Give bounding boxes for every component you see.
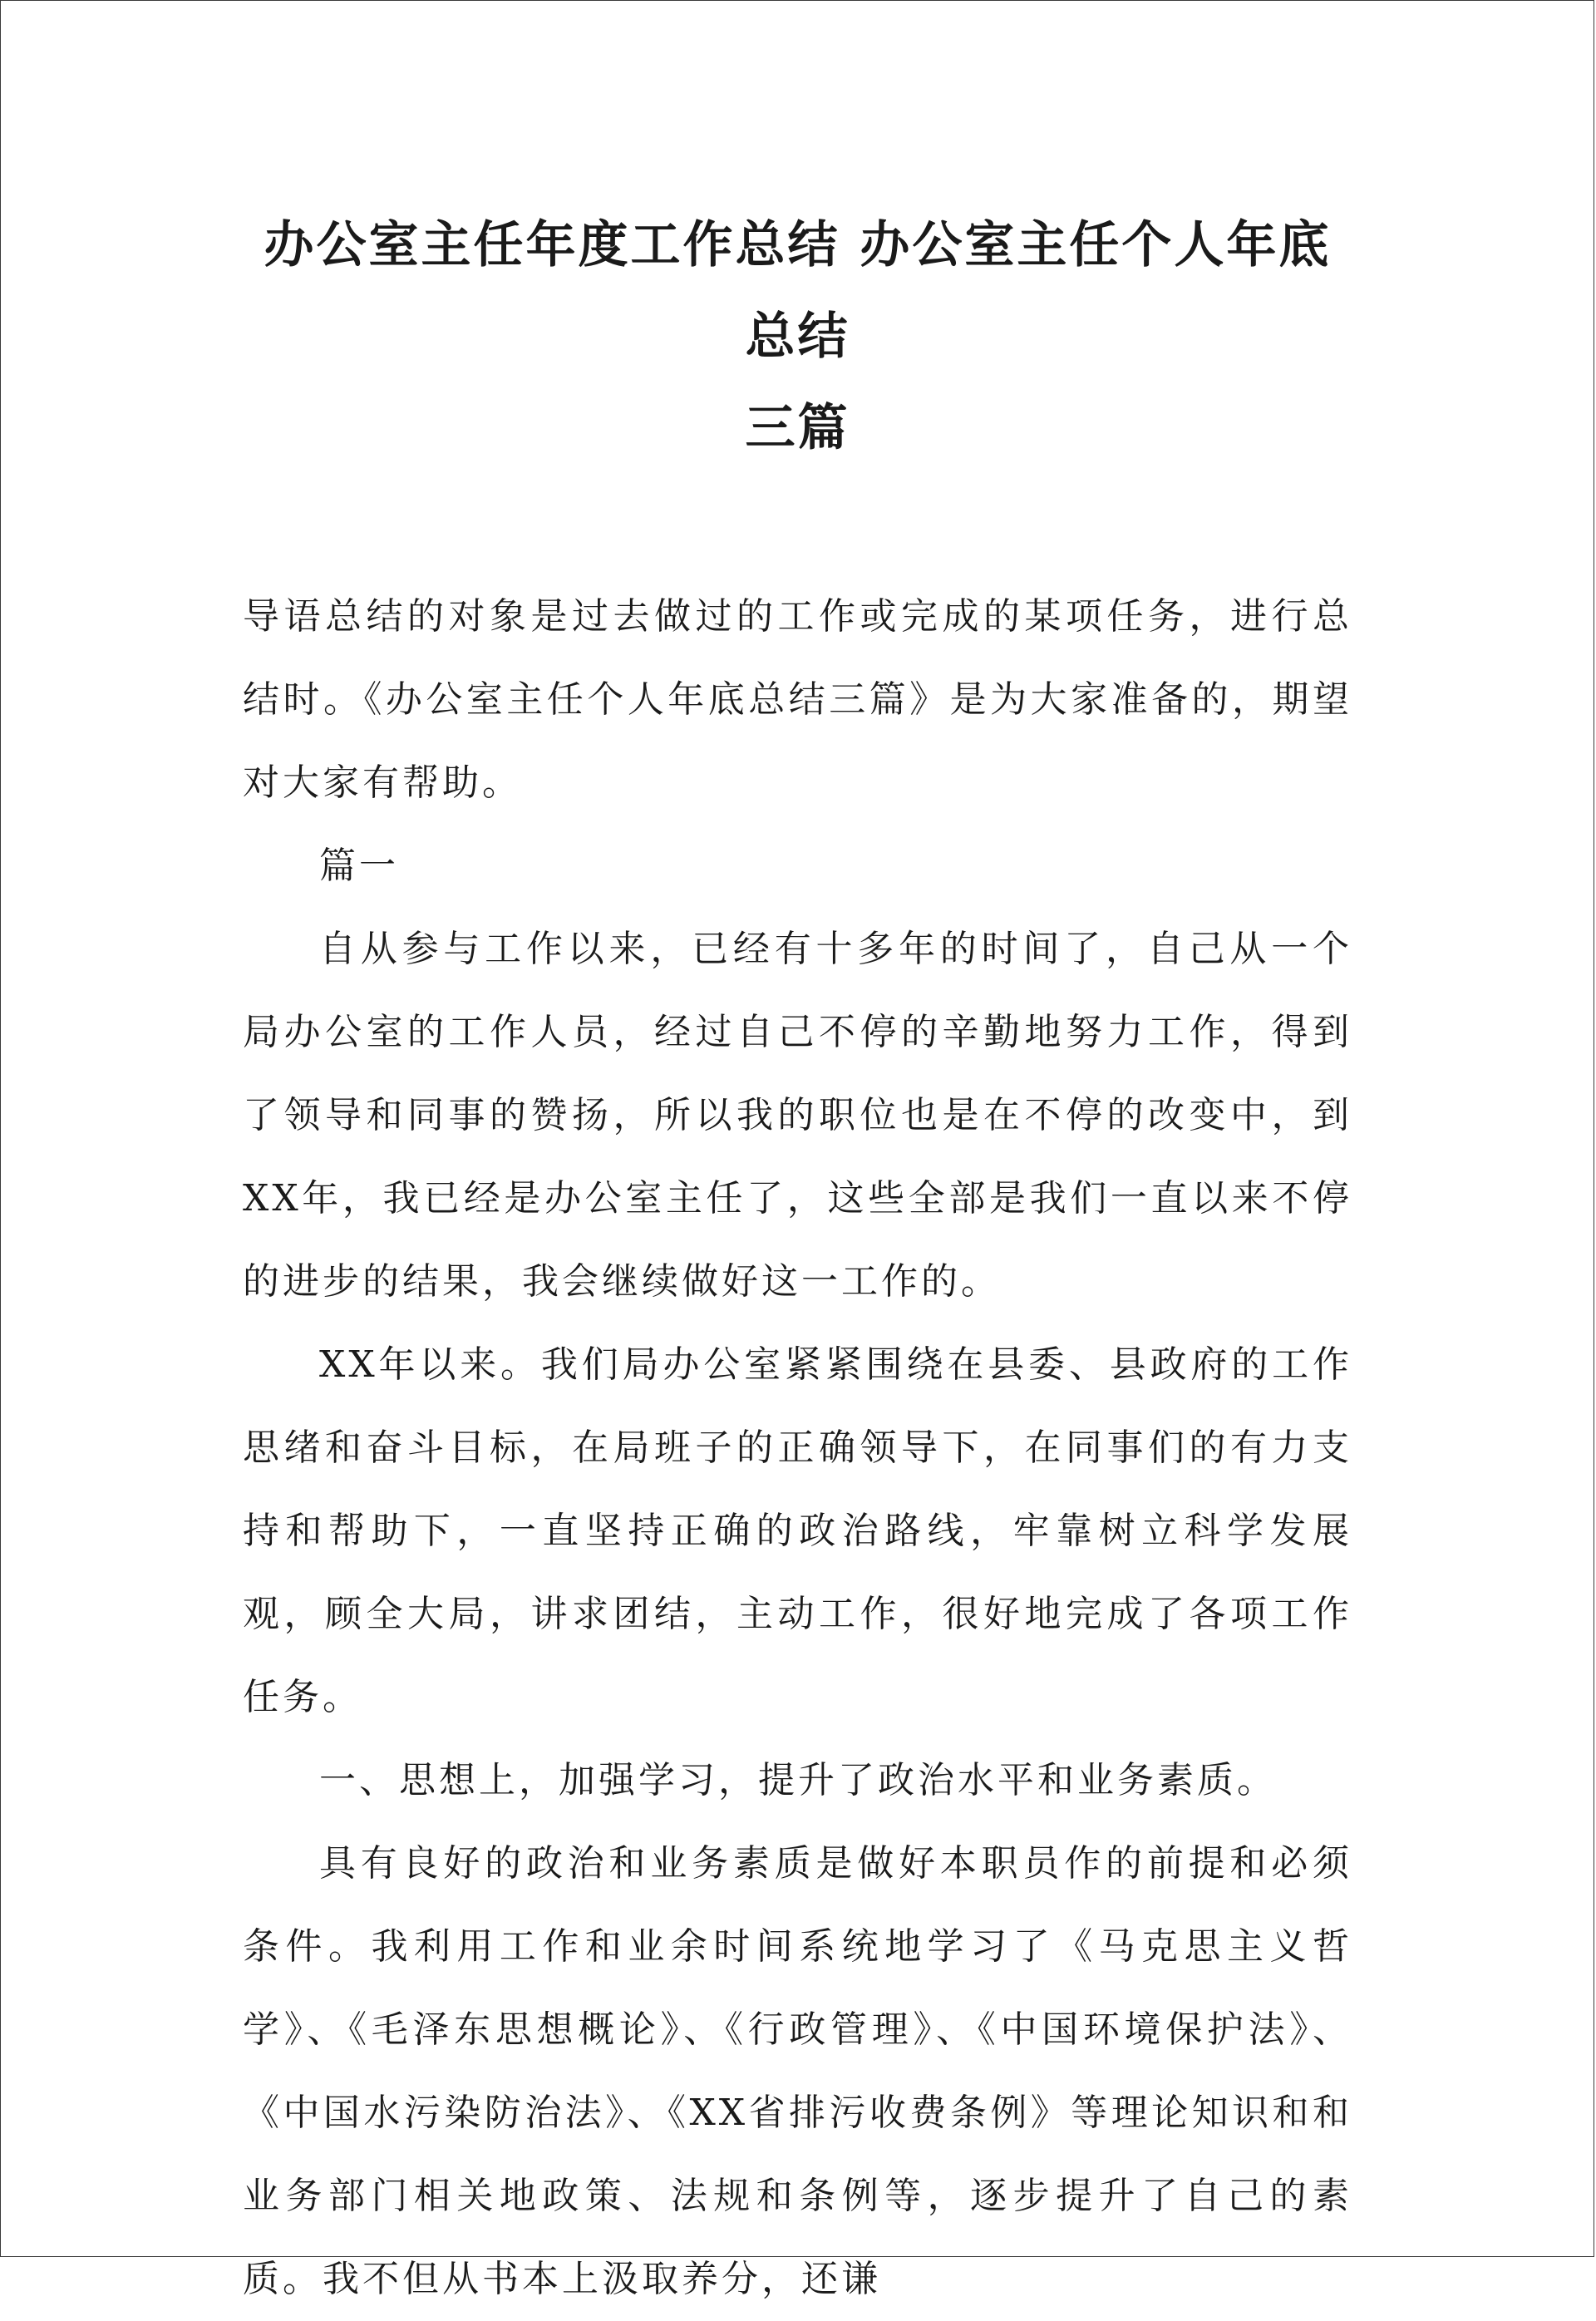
subsection-heading-thought: 一、思想上，加强学习，提升了政治水平和业务素质。 [319,1759,1277,1801]
document-title [243,200,1352,474]
document-body [243,575,1352,2321]
body-paragraph: XX年以来。我们局办公室紧紧围绕在县委、县政府的工作思绪和奋斗目标，在局班子的正确领导下，在同事们的有力支持和帮助下，一直坚持正确的政治路线，牢靠树立科学发展观，顾全大局，讲求团结，主动工作，很好地完成了各项工作任务。 [243,1343,1352,1718]
document-title-line-1: 办公室主任年度工作总结 办公室主任个人年底总结 [264,216,1332,366]
body-paragraph: 具有良好的政治和业务素质是做好本职员作的前提和必须条件。我利用工作和业余时间系统地学习了《马克思主义哲学》、《毛泽东思想概论》、《行政管理》、《中国环境保护法》、《中国水污染防治法》、《XX省排污收费条例》等理论知识和和业务部门相关地政策、法规和条例等，逐步提升了自己的素质。我不但从书本上汲取养分，还谦 [243,1842,1352,2300]
document-content [243,200,1352,2321]
document-title-line-2: 三篇 [745,399,850,457]
body-paragraph: 自从参与工作以来，已经有十多年的时间了，自己从一个局办公室的工作人员，经过自己不停的辛勤地努力工作，得到了领导和同事的赞扬，所以我的职位也是在不停的改变中，到XX年，我已经是办公室主任了，这些全部是我们一直以来不停的进步的结果，我会继续做好这一工作的。 [243,928,1352,1303]
section-heading-part-one: 篇一 [319,845,399,887]
intro-paragraph: 导语总结的对象是过去做过的工作或完成的某项任务，进行总结时。《办公室主任个人年底总结三篇》是为大家准备的，期望对大家有帮助。 [243,595,1352,804]
